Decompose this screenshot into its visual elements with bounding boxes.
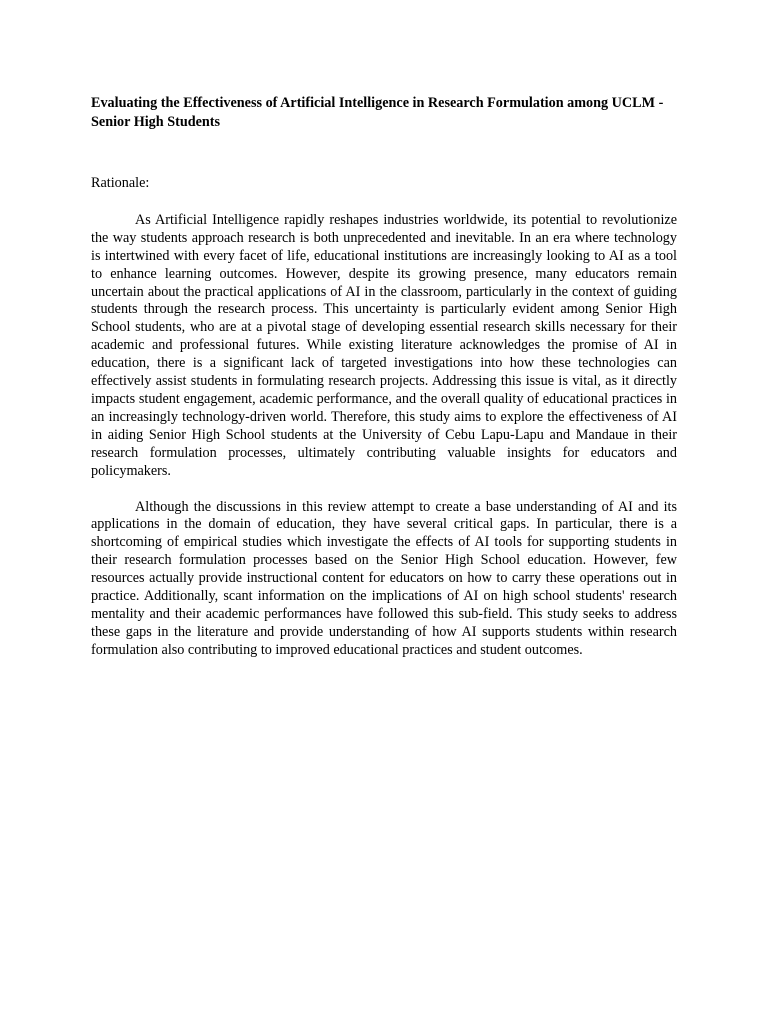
paragraph-2: Although the discussions in this review attempt to create a base understanding of AI and its applications in the domain of education, they have several critical gaps. In particular, there is a shortcoming of empirical studies which investigate the effects of AI tools for supporting students in their research formulation processes based on the Senior High School education. However, few resources actually provide instructional content for educators on how to carry these operations out in practice. Additionally, scant information on the implications of AI on high school students' research mentality and their academic performances have followed this sub-field. This study seeks to address these gaps in the literature and provide understanding of how AI supports students within research formulation also contributing to improved educational practices and student outcomes.	[91, 498, 677, 658]
document-title: Evaluating the Effectiveness of Artificial Intelligence in Research Formulation among UCLM - Senior High Students	[91, 95, 664, 130]
section-heading-rationale: Rationale:	[91, 175, 150, 191]
paragraph-1: As Artificial Intelligence rapidly reshapes industries worldwide, its potential to revolutionize the way students approach research is both unprecedented and inevitable. In an era where technology is intertwined with every facet of life, educational institutions are increasingly looking to AI as a tool to enhance learning outcomes. However, despite its growing presence, many educators remain uncertain about the practical applications of AI in the classroom, particularly in the context of guiding students through the research process. This uncertainty is particularly evident among Senior High School students, who are at a pivotal stage of developing essential research skills necessary for their academic and professional futures. While existing literature acknowledges the promise of AI in education, there is a significant lack of targeted investigations into how these technologies can effectively assist students in formulating research projects. Addressing this issue is vital, as it directly impacts student engagement, academic performance, and the overall quality of educational practices in an increasingly technology-driven world. Therefore, this study aims to explore the effectiveness of AI in aiding Senior High School students at the University of Cebu Lapu-Lapu and Mandaue in their research formulation processes, ultimately contributing valuable insights for educators and policymakers.	[91, 211, 677, 479]
document-body	[91, 94, 677, 660]
